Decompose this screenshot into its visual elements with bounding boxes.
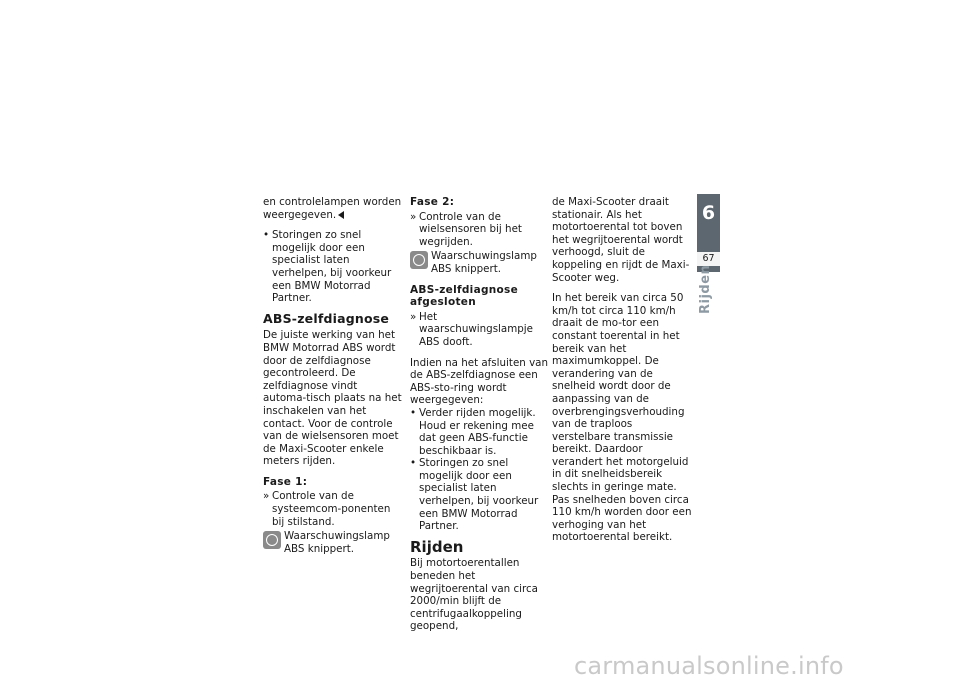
- bullet-item: • Verder rijden mogelijk. Houd er rekening mee dat geen ABS-functie beschikbaar is.: [410, 406, 536, 457]
- warning-note: Waarschuwingslamp ABS knippert.: [410, 250, 550, 275]
- bullet-item: • Storingen zo snel mogelijk door een specialist laten verhelpen, bij voorkeur een BMW Motorrad Partner.: [410, 457, 539, 533]
- abs-warning-icon: [263, 531, 281, 549]
- paragraph: Indien na het afsluiten van de ABS-zelfdiagnose een ABS-sto-ring wordt weergegeven:: [410, 356, 549, 407]
- paragraph: Pas snelheden boven circa 110 km/h worden door een verhoging van het motortoerental bereikt.: [552, 493, 692, 544]
- heading-abs-zelfdiagnose: ABS-zelfdiagnose: [263, 310, 390, 326]
- column-2: [410, 196, 550, 641]
- abs-warning-icon: [410, 251, 428, 269]
- paragraph: In het bereik van circa 50 km/h tot circa 110 km/h draait de mo-tor een constant toerental in het bereik van het maximumkoppel. De verandering van de snelheid wordt door de aanpassing van de overbrengingsverhouding van de traploos verstelbare transmissie bereikt. Daardoor verandert het motorgeluid in dit snelheidsbereik slechts in geringe mate.: [552, 292, 689, 494]
- heading-zelfdiagnose-afgesloten: ABS-zelfdiagnose afgesloten: [410, 283, 519, 309]
- watermark: carmanualsonline.info: [574, 652, 844, 680]
- end-mark-icon: [338, 211, 344, 219]
- paragraph: Bij motortoerentallen beneden het wegrijtoerental van circa 2000/min blijft de centrifugaalkoppeling geopend,: [410, 557, 538, 633]
- page-number: 67: [697, 252, 720, 266]
- step-item: » Controle van de wielsensoren bij het wegrijden.: [410, 210, 522, 248]
- step-item: » Het waarschuwingslampje ABS dooft.: [410, 310, 533, 348]
- step-item: » Controle van de systeemcom-ponenten bij stilstand.: [263, 490, 391, 528]
- warning-note: Waarschuwingslamp ABS knippert.: [263, 530, 403, 555]
- column-1: [263, 196, 403, 563]
- heading-rijden: Rijden: [410, 537, 464, 556]
- heading-fase-2: Fase 2:: [410, 196, 455, 208]
- column-3: [552, 196, 692, 552]
- paragraph: De juiste werking van het BMW Motorrad ABS wordt door de zelfdiagnose gecontroleerd. De zelfdiagnose vindt automa-tisch plaats na het inschakelen van het contact. Voor de controle van de wielsensoren moet de Maxi-Scooter enkele meters rijden.: [263, 329, 402, 468]
- heading-fase-1: Fase 1:: [263, 475, 308, 488]
- chapter-side-label: Rijden: [698, 264, 713, 314]
- paragraph: de Maxi-Scooter draait stationair. Als het motortoerental tot boven het wegrijtoerental wordt verhoogd, sluit de koppeling en rijdt de Maxi-Scooter weg.: [552, 196, 690, 284]
- bullet-item: • Storingen zo snel mogelijk door een specialist laten verhelpen, bij voorkeur een BMW Motorrad Partner.: [263, 229, 392, 305]
- chapter-tab: [697, 194, 720, 272]
- intro-text: en controlelampen worden weergegeven.: [263, 196, 402, 221]
- chapter-number: 6: [701, 202, 716, 224]
